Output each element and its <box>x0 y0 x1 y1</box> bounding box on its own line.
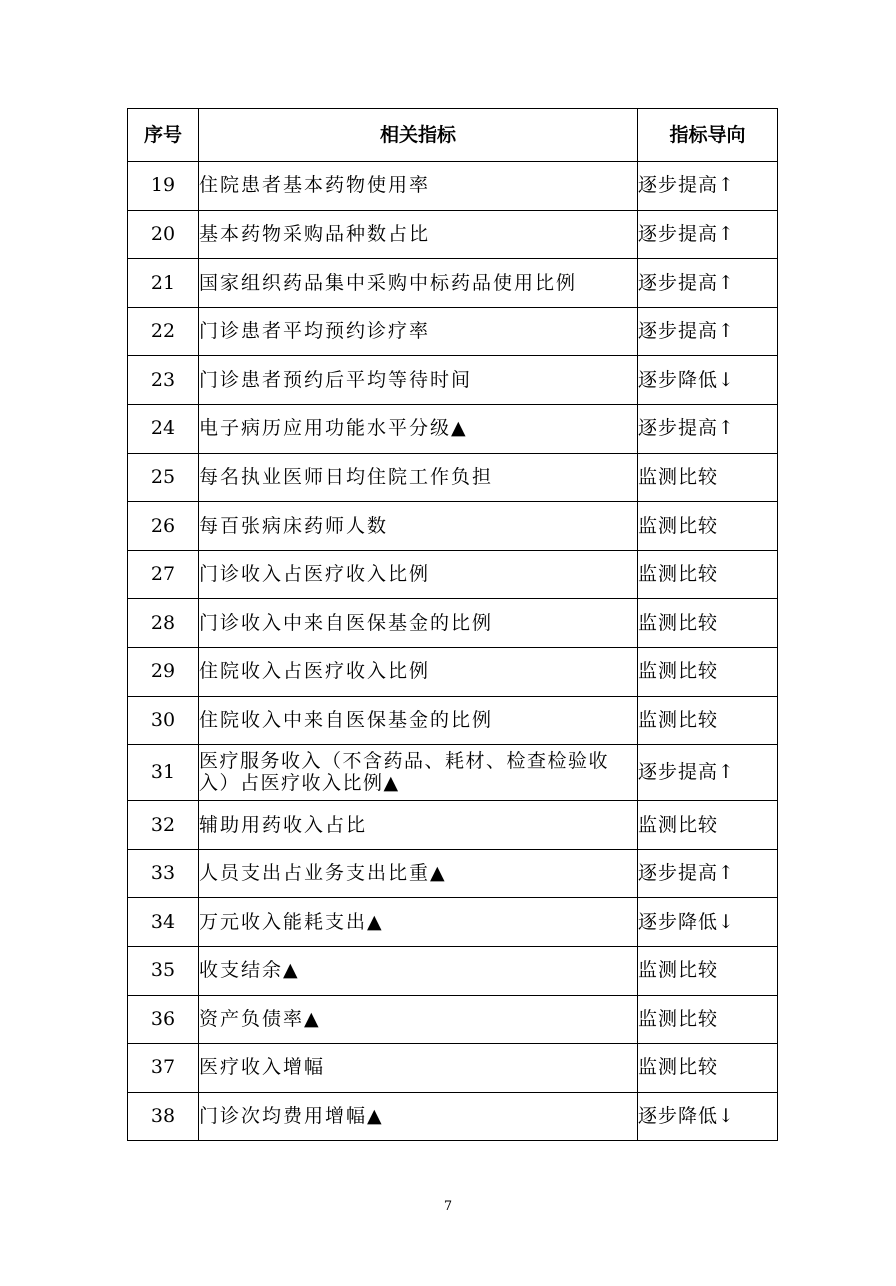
row-indicator: 人员支出占业务支出比重▲ <box>199 849 638 898</box>
table-row <box>128 307 778 356</box>
row-indicator: 辅助用药收入占比 <box>199 801 638 850</box>
table-row <box>128 599 778 648</box>
row-indicator: 收支结余▲ <box>199 946 638 995</box>
row-number: 23 <box>128 356 199 405</box>
row-indicator: 医疗收入增幅 <box>199 1044 638 1093</box>
table-row <box>128 801 778 850</box>
header-serial-number: 序号 <box>128 109 199 162</box>
row-indicator: 门诊患者平均预约诊疗率 <box>199 307 638 356</box>
row-direction: 逐步提高↑ <box>638 307 778 356</box>
row-number: 36 <box>128 995 199 1044</box>
row-direction: 监测比较 <box>638 453 778 502</box>
row-number: 31 <box>128 745 199 801</box>
row-direction: 逐步提高↑ <box>638 849 778 898</box>
row-indicator: 基本药物采购品种数占比 <box>199 210 638 259</box>
table-row <box>128 453 778 502</box>
table-row <box>128 210 778 259</box>
row-direction: 监测比较 <box>638 599 778 648</box>
row-indicator: 每名执业医师日均住院工作负担 <box>199 453 638 502</box>
row-direction: 监测比较 <box>638 946 778 995</box>
row-number: 21 <box>128 259 199 308</box>
row-indicator: 电子病历应用功能水平分级▲ <box>199 404 638 453</box>
row-direction: 监测比较 <box>638 1044 778 1093</box>
row-indicator: 国家组织药品集中采购中标药品使用比例 <box>199 259 638 308</box>
row-indicator: 门诊收入中来自医保基金的比例 <box>199 599 638 648</box>
row-direction: 监测比较 <box>638 801 778 850</box>
row-direction: 逐步提高↑ <box>638 745 778 801</box>
row-indicator: 住院患者基本药物使用率 <box>199 162 638 211</box>
row-number: 32 <box>128 801 199 850</box>
row-direction: 逐步提高↑ <box>638 259 778 308</box>
row-indicator: 住院收入中来自医保基金的比例 <box>199 696 638 745</box>
row-direction: 监测比较 <box>638 647 778 696</box>
table-row <box>128 849 778 898</box>
row-indicator: 住院收入占医疗收入比例 <box>199 647 638 696</box>
table-row <box>128 550 778 599</box>
table-row <box>128 356 778 405</box>
row-number: 38 <box>128 1092 199 1141</box>
row-number: 35 <box>128 946 199 995</box>
header-indicator-direction: 指标导向 <box>638 109 778 162</box>
row-direction: 监测比较 <box>638 696 778 745</box>
table-header-row <box>128 109 778 162</box>
table-row <box>128 1044 778 1093</box>
table-row <box>128 745 778 801</box>
table-row <box>128 946 778 995</box>
row-direction: 逐步降低↓ <box>638 1092 778 1141</box>
row-number: 37 <box>128 1044 199 1093</box>
table-row <box>128 259 778 308</box>
row-indicator: 万元收入能耗支出▲ <box>199 898 638 947</box>
table-row <box>128 404 778 453</box>
row-direction: 逐步提高↑ <box>638 162 778 211</box>
row-indicator: 门诊次均费用增幅▲ <box>199 1092 638 1141</box>
row-number: 34 <box>128 898 199 947</box>
row-number: 28 <box>128 599 199 648</box>
table-row <box>128 162 778 211</box>
row-number: 24 <box>128 404 199 453</box>
row-indicator: 每百张病床药师人数 <box>199 502 638 551</box>
row-number: 33 <box>128 849 199 898</box>
row-number: 20 <box>128 210 199 259</box>
table-row <box>128 647 778 696</box>
table-row <box>128 898 778 947</box>
row-indicator: 门诊收入占医疗收入比例 <box>199 550 638 599</box>
table-row <box>128 995 778 1044</box>
row-number: 29 <box>128 647 199 696</box>
row-direction: 监测比较 <box>638 995 778 1044</box>
row-number: 19 <box>128 162 199 211</box>
row-number: 26 <box>128 502 199 551</box>
row-direction: 监测比较 <box>638 550 778 599</box>
row-direction: 监测比较 <box>638 502 778 551</box>
row-direction: 逐步降低↓ <box>638 356 778 405</box>
row-indicator: 医疗服务收入（不含药品、耗材、检查检验收入）占医疗收入比例▲ <box>199 745 638 801</box>
row-indicator: 资产负债率▲ <box>199 995 638 1044</box>
row-number: 22 <box>128 307 199 356</box>
row-direction: 逐步提高↑ <box>638 210 778 259</box>
row-number: 30 <box>128 696 199 745</box>
row-direction: 逐步提高↑ <box>638 404 778 453</box>
table-row <box>128 502 778 551</box>
row-number: 27 <box>128 550 199 599</box>
row-direction: 逐步降低↓ <box>638 898 778 947</box>
row-indicator: 门诊患者预约后平均等待时间 <box>199 356 638 405</box>
table-row <box>128 696 778 745</box>
page-number: 7 <box>443 1199 453 1214</box>
table-row <box>128 1092 778 1141</box>
row-number: 25 <box>128 453 199 502</box>
indicator-table <box>127 108 778 1141</box>
header-indicator-name: 相关指标 <box>199 109 638 162</box>
